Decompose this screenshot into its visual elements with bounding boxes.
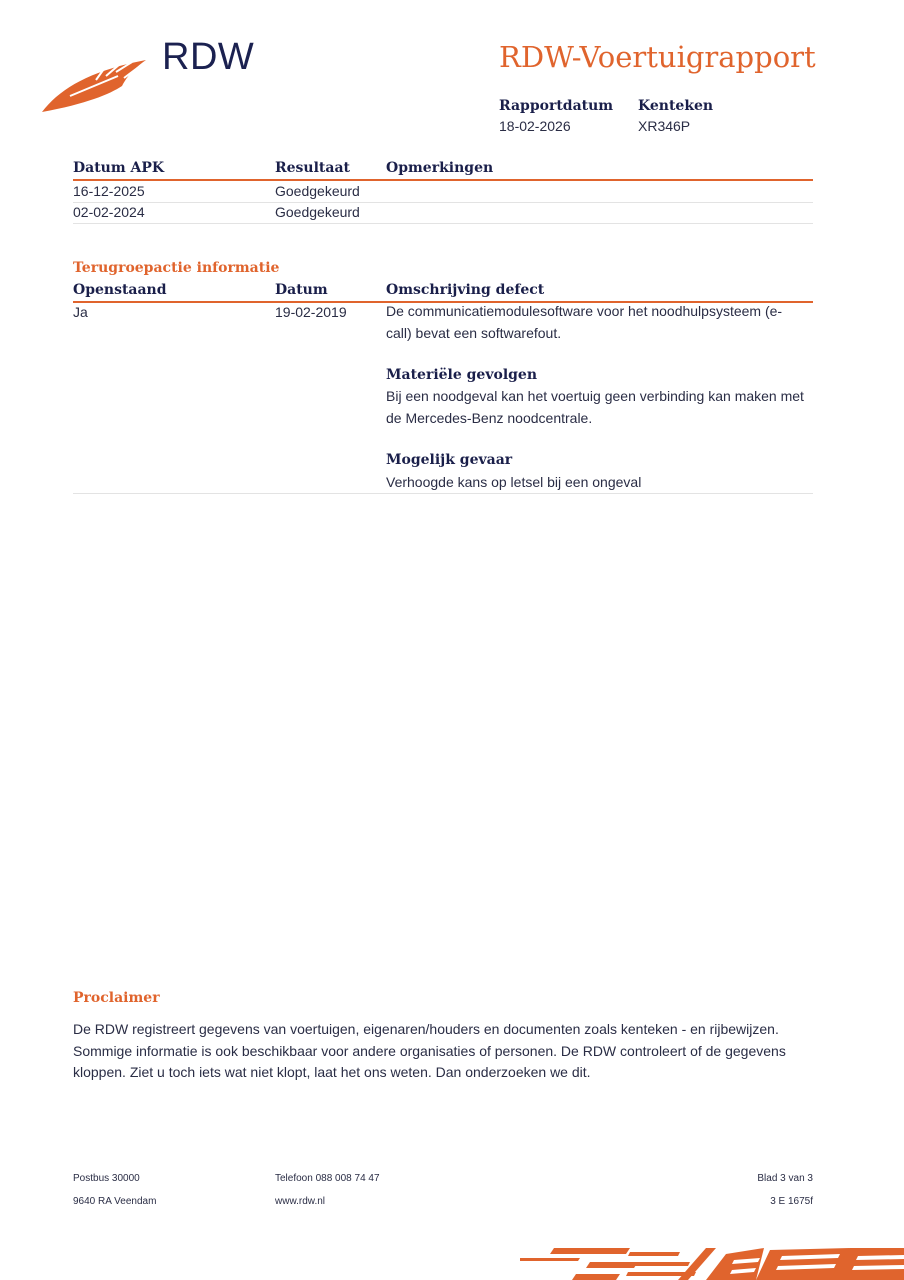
report-date: 18-02-2026 [499,118,571,134]
recall-date-value: 19-02-2019 [275,304,347,320]
apk-row-result: Goedgekeurd [275,183,360,199]
recall-header-defect: Omschrijving defect [386,282,545,298]
recall-title: Terugroepactie informatie [73,260,280,276]
consequences-text: Bij een noodgeval kan het voertuig geen verbinding kan maken met de Mercedes-Benz noodcentrale. [386,388,804,426]
proclaimer-text: De RDW registreert gegevens van voertuigen, eigenaren/houders en documenten zoals kenteken - en rijbewijzen. Sommige informatie is ook beschikbaar voor andere organisaties of personen. De RDW controleert of de gegevens kloppen. Ziet u toch iets wat niet klopt, laat het ons weten. Dan onderzoeken we dit. [73,1021,786,1080]
footer-document-code: 3 E 1675f [770,1196,813,1207]
footer-address-line-1: Postbus 30000 [73,1173,140,1184]
row-divider [73,202,813,203]
row-divider [73,223,813,224]
report-title: RDW-Voertuigrapport [499,40,816,74]
recall-open-value: Ja [73,304,88,320]
footer-page-number: Blad 3 van 3 [757,1173,813,1184]
apk-row-date: 16-12-2025 [73,183,145,199]
plate-label: Kenteken [638,98,714,114]
report-date-label: Rapportdatum [499,98,614,114]
footer-website[interactable]: www.rdw.nl [275,1196,326,1207]
apk-header-date: Datum APK [73,160,165,176]
apk-header-result: Resultaat [275,160,350,176]
apk-header-divider [73,179,813,181]
apk-row-date: 02-02-2024 [73,204,145,220]
recall-defect-text: De communicatiemodulesoftware voor het noodhulpsysteem (e-call) bevat een softwarefout. [386,303,783,341]
plate-number: XR346P [638,118,691,134]
apk-header-remarks: Opmerkingen [386,160,494,176]
recall-header-open: Openstaand [73,282,167,298]
rdw-logo-icon [40,56,148,114]
danger-text: Verhoogde kans op letsel bij een ongeval [386,474,642,490]
apk-row-result: Goedgekeurd [275,204,360,220]
recall-header-date: Datum [275,282,328,298]
footer-address-line-2: 9640 RA Veendam [73,1196,157,1207]
consequences-label: Materiële gevolgen [386,367,538,383]
danger-label: Mogelijk gevaar [386,452,513,468]
proclaimer-title: Proclaimer [73,990,160,1006]
footer-phone: Telefoon 088 008 74 47 [275,1173,380,1184]
decorative-stripes-icon [520,1244,904,1280]
logo-text: RDW [162,36,255,78]
row-divider [73,493,813,494]
